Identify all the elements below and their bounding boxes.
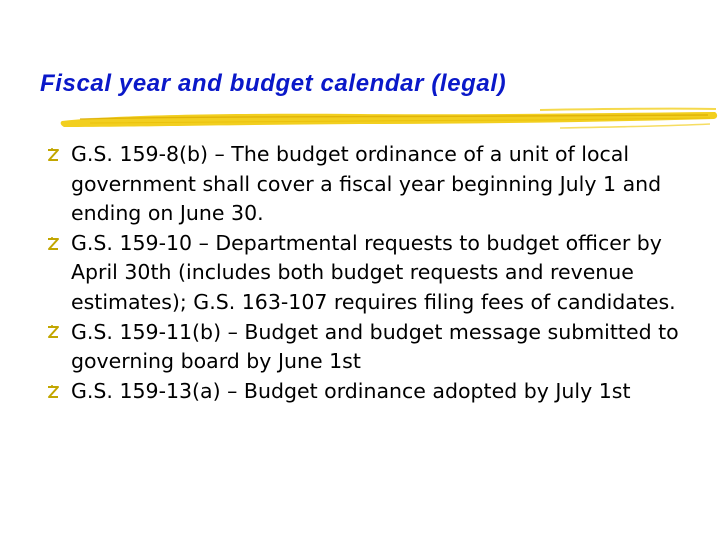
bullet-text: G.S. 159-8(b) – The budget ordinance of a unit of local government shall cover a fiscal year beginning July 1 and ending on June 30. xyxy=(71,142,662,226)
list-item xyxy=(42,377,682,407)
z-bullet-icon xyxy=(44,140,62,170)
bullet-list xyxy=(42,140,682,406)
list-item xyxy=(42,318,682,377)
list-item xyxy=(42,229,682,318)
z-bullet-icon xyxy=(44,377,62,407)
bullet-text: G.S. 159-11(b) – Budget and budget message submitted to governing board by June 1st xyxy=(71,319,679,374)
title-underline-brush xyxy=(60,106,720,132)
slide-title: Fiscal year and budget calendar (legal) xyxy=(40,70,507,97)
z-bullet-icon xyxy=(44,229,62,259)
bullet-text: G.S. 159-10 – Departmental requests to budget officer by April 30th (includes both budget requests and revenue estimates); G.S. 163-107 requires filing fees of candidates. xyxy=(71,230,676,314)
z-bullet-icon xyxy=(44,318,62,348)
bullet-text: G.S. 159-13(a) – Budget ordinance adopted by July 1st xyxy=(71,378,631,403)
list-item xyxy=(42,140,682,229)
